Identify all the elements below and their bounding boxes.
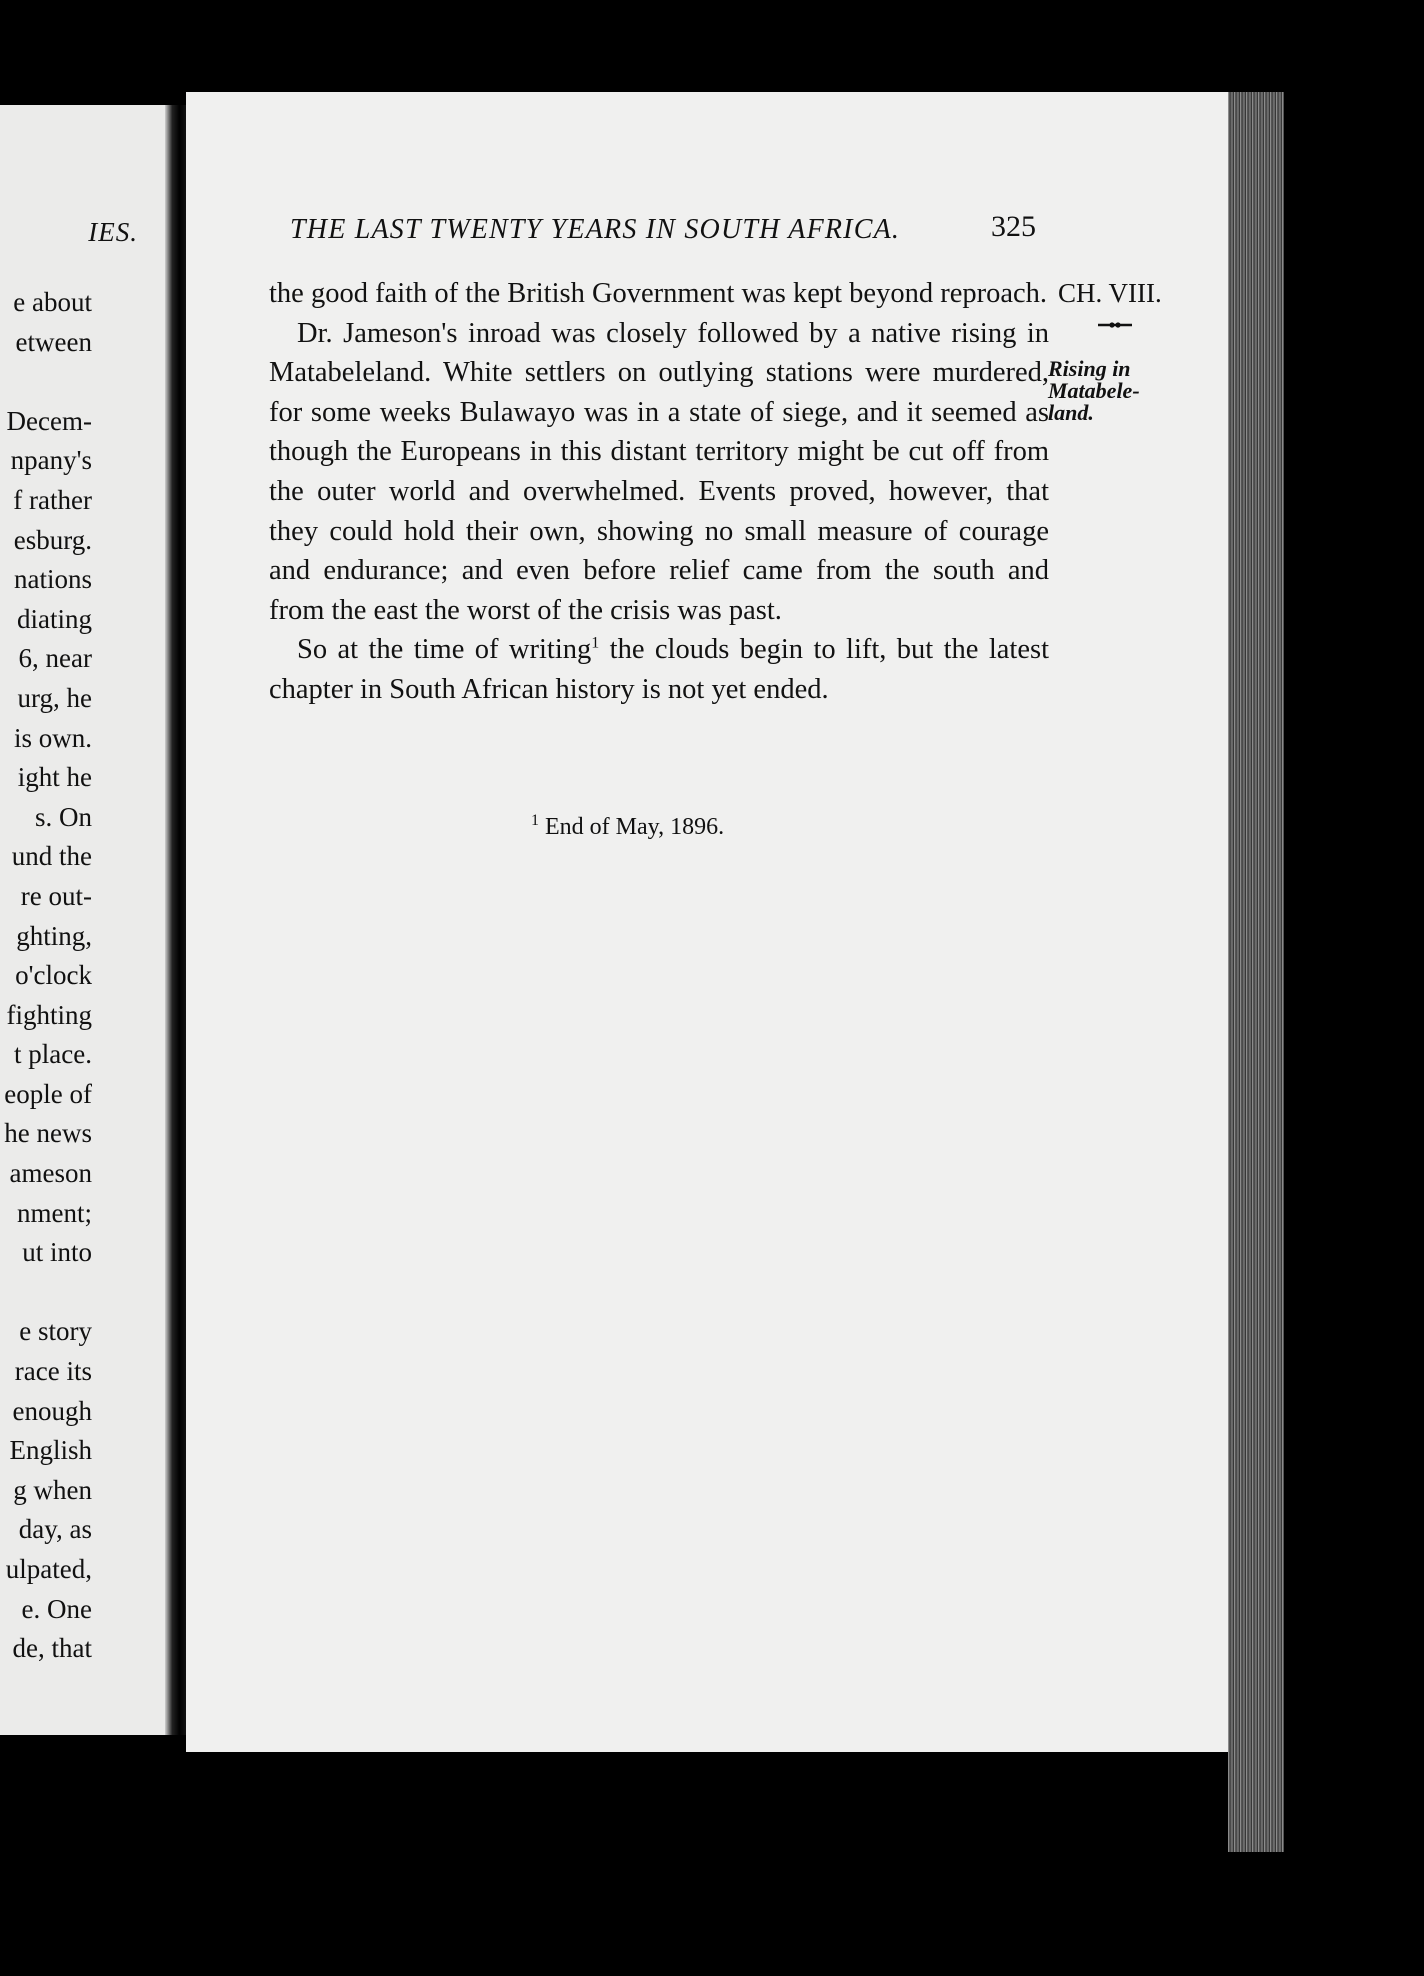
page-number: 325: [991, 210, 1036, 243]
left-line: fighting: [6, 999, 92, 1030]
left-line: urg, he: [17, 682, 92, 713]
previous-page: [0, 105, 172, 1735]
left-line: s. On: [34, 801, 92, 832]
left-running-head: IES.: [88, 217, 138, 247]
sidenote-line: land.: [1048, 400, 1094, 425]
left-line: ameson: [9, 1158, 92, 1189]
left-line: race its: [14, 1356, 92, 1387]
left-line: de, that: [12, 1633, 92, 1664]
footnote: [531, 814, 724, 841]
left-line: ulpated,: [5, 1554, 92, 1584]
left-line: diating: [17, 603, 92, 634]
left-line: eople of: [4, 1078, 92, 1109]
left-line: e story: [19, 1316, 92, 1347]
left-line: [4, 362, 92, 402]
left-line: nment;: [17, 1197, 92, 1228]
left-line: und the: [11, 841, 92, 872]
left-line: English: [9, 1435, 92, 1466]
footnote-text: End of May, 1896.: [545, 814, 725, 840]
left-line: [4, 1273, 92, 1313]
ornament-rule-icon: [1098, 320, 1132, 330]
sidenote-line: Matabele-: [1048, 378, 1140, 403]
page-stack-edges: [1228, 92, 1284, 1852]
body-text: [269, 274, 1049, 710]
left-line: enough: [12, 1395, 92, 1426]
current-page: [186, 92, 1232, 1752]
left-line: Decem-: [6, 405, 92, 436]
left-line: o'clock: [15, 960, 92, 991]
chapter-label: CH. VIII.: [1058, 278, 1162, 308]
left-line: etween: [15, 326, 92, 357]
running-head: THE LAST TWENTY YEARS IN SOUTH AFRICA.: [290, 214, 901, 245]
paragraph: Dr. Jameson's inroad was closely followed by a native rising in Matabeleland. White settlers on outlying stations were murdered, for some weeks Bulawayo was in a state of siege, and it seemed as though the Europeans in this distant territory might be cut off from the outer world and overwhelmed. Events proved, however, that they could hold their own, showing no small measure of courage and endurance; and even before relief came from the south and from the east the worst of the crisis was past.: [269, 317, 1049, 626]
left-line-fragments: [4, 283, 92, 1669]
left-line: e. One: [21, 1593, 92, 1624]
left-line: esburg.: [13, 524, 92, 555]
left-line: npany's: [10, 445, 92, 476]
left-line: 6, near: [18, 643, 92, 674]
left-line: ghting,: [16, 920, 92, 951]
left-line: nations: [14, 564, 92, 595]
left-line: ut into: [22, 1237, 92, 1268]
paragraph: the good faith of the British Government was kept beyond reproach.: [269, 278, 1048, 309]
paragraph: [269, 630, 1049, 709]
paragraph-text: So at the time of writing: [297, 634, 592, 666]
left-line: re out-: [20, 880, 92, 911]
footnote-reference: 1: [591, 634, 600, 652]
left-line: g when: [13, 1474, 92, 1505]
left-line: f rather: [13, 484, 92, 515]
margin-sidenote: [1048, 358, 1140, 424]
left-line: ight he: [17, 762, 92, 793]
left-line: is own.: [13, 722, 92, 753]
left-line: t place.: [14, 1039, 92, 1070]
left-line: day, as: [18, 1514, 92, 1545]
footnote-marker: 1: [531, 812, 539, 829]
left-line: he news: [4, 1118, 92, 1149]
left-line: e about: [13, 287, 92, 317]
paragraph-text: the clouds begin to lift, but the latest chapter in South African history is not yet ended.: [269, 634, 1049, 705]
sidenote-line: Rising in: [1048, 356, 1131, 381]
